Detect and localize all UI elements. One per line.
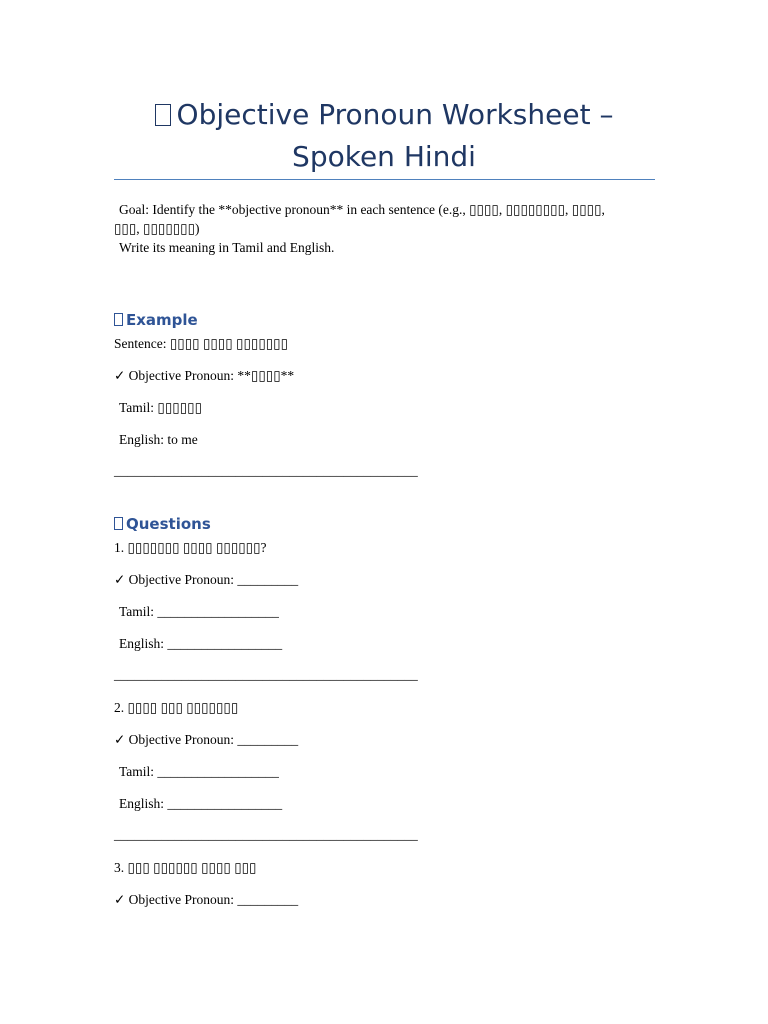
question-2-sentence: 2. ▯▯▯▯ ▯▯▯ ▯▯▯▯▯▯▯ <box>114 700 239 715</box>
goal-paragraph <box>114 200 654 257</box>
separator-line: _____________________________________________ <box>114 463 418 478</box>
separator-line: _____________________________________________ <box>114 667 418 682</box>
pin-icon <box>114 313 123 326</box>
title-line-1: Objective Pronoun Worksheet – <box>114 94 654 136</box>
question-3-sentence: 3. ▯▯▯ ▯▯▯▯▯▯ ▯▯▯▯ ▯▯▯ <box>114 860 257 875</box>
example-english: English: to me <box>119 432 198 447</box>
question-1-pronoun[interactable]: ✓ Objective Pronoun: _________ <box>114 572 299 587</box>
goal-line-1: Goal: Identify the **objective pronoun** in each sentence (e.g., ▯▯▯▯, ▯▯▯▯▯▯▯▯, ▯▯▯▯, <box>119 202 605 217</box>
example-tamil: Tamil: ▯▯▯▯▯▯ <box>119 400 202 415</box>
question-2-english[interactable]: English: _________________ <box>119 796 283 811</box>
example-sentence: Sentence: ▯▯▯▯ ▯▯▯▯ ▯▯▯▯▯▯▯ <box>114 336 289 351</box>
example-pronoun: ✓ Objective Pronoun: **▯▯▯▯** <box>114 368 295 383</box>
title-emoji-icon <box>155 104 171 126</box>
goal-line-2: ▯▯▯, ▯▯▯▯▯▯▯) <box>114 221 200 236</box>
goal-line-3: Write its meaning in Tamil and English. <box>119 240 335 255</box>
question-2-pronoun[interactable]: ✓ Objective Pronoun: _________ <box>114 732 299 747</box>
question-2-tamil[interactable]: Tamil: __________________ <box>119 764 279 779</box>
questions-heading: Questions <box>114 514 211 534</box>
question-1-tamil[interactable]: Tamil: __________________ <box>119 604 279 619</box>
question-3-pronoun[interactable]: ✓ Objective Pronoun: _________ <box>114 892 299 907</box>
title-underline <box>114 179 655 180</box>
example-heading: Example <box>114 310 198 330</box>
page-title <box>114 94 654 178</box>
title-line-2: Spoken Hindi <box>292 140 476 173</box>
pencil-icon <box>114 517 123 530</box>
question-1-english[interactable]: English: _________________ <box>119 636 283 651</box>
question-1-sentence: 1. ▯▯▯▯▯▯▯ ▯▯▯▯ ▯▯▯▯▯▯? <box>114 540 267 555</box>
separator-line: _____________________________________________ <box>114 827 418 842</box>
